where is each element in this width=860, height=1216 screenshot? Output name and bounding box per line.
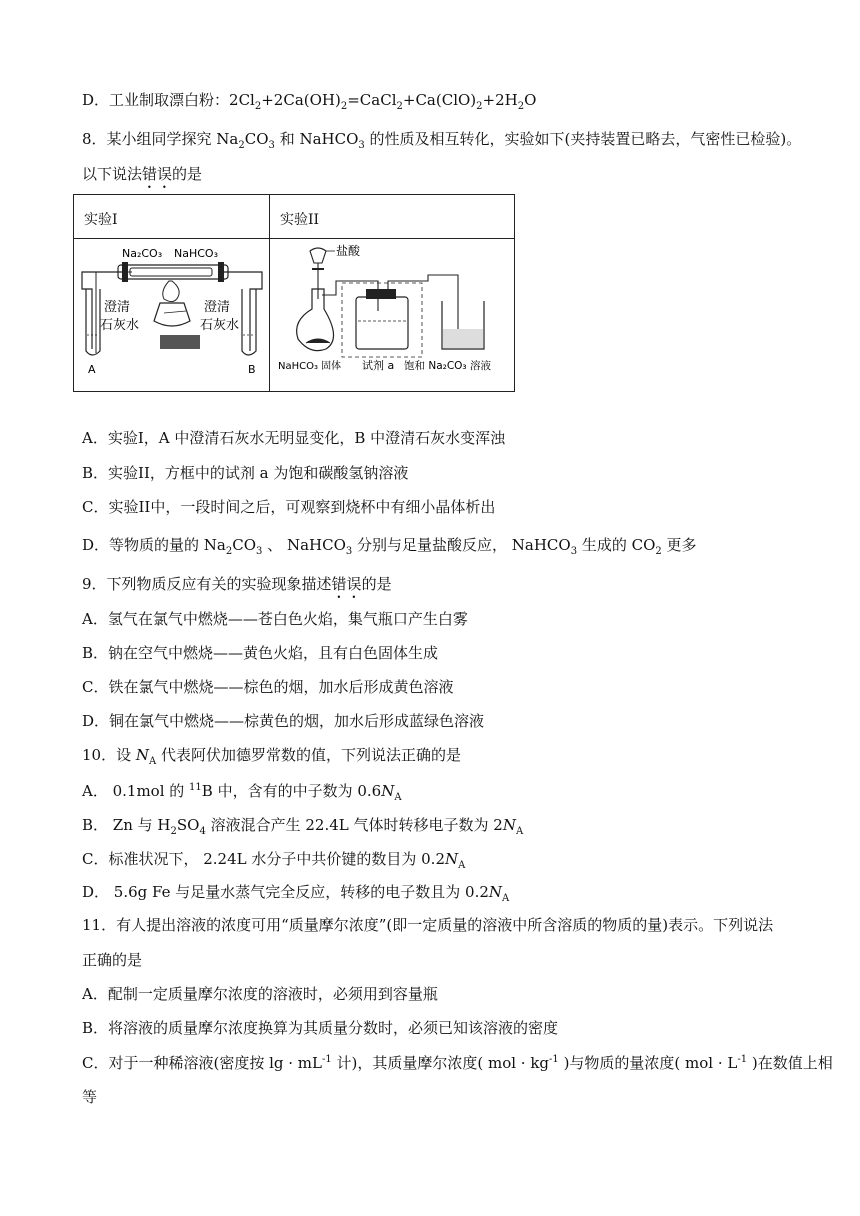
q11-option-a: A．配制一定质量摩尔浓度的溶液时，必须用到容量瓶: [82, 985, 438, 1003]
q9-option-c: C．铁在氯气中燃烧——棕色的烟，加水后形成黄色溶液: [82, 678, 454, 696]
tube-b-label: B: [248, 363, 256, 376]
q11-stem-line2: 正确的是: [82, 951, 143, 969]
wash-bottle-stopper: [366, 289, 396, 299]
q8-option-d: D．等物质的量的 $Na_2CO_3$ 、 NaHCO$_3$ 分别与足量盐酸反应， NaHCO$_3$ 生成的 $CO_2$ 更多: [82, 536, 697, 557]
test-tube-a: [86, 289, 100, 355]
saturated-na2co3-label: 饱和 Na₂CO₃ 溶液: [404, 360, 491, 372]
q7-option-d: D．工业制取漂白粉：$2Cl_2+2Ca(OH)_2=CaCl_2+Ca(ClO)_2+2H_2O$: [82, 91, 537, 112]
alcohol-lamp: [154, 303, 190, 326]
table-header-exp1: 实验I: [74, 195, 270, 239]
tube-a-label: A: [88, 363, 96, 376]
q9-option-d: D．铜在氯气中燃烧——棕黄色的烟，加水后形成蓝绿色溶液: [82, 712, 485, 730]
q8-stem: 8．某小组同学探究 $Na_2CO_3$ 和 NaHCO$_3$ 的性质及相互转化，实验如下(夹持装置已略去，气密性已检验)。: [82, 130, 802, 151]
separatory-funnel: [310, 248, 326, 263]
left-limewater-label-1: 澄清: [104, 300, 131, 315]
experiment-2-diagram: [270, 239, 515, 392]
q8-stem-line2: 以下说法错误的是: [82, 165, 203, 183]
hydrochloric-acid-label: 盐酸: [336, 244, 361, 258]
q10-option-a: A． 0.1mol 的 $^{11}$B 中，含有的中子数为 $0.6N_A$: [82, 782, 402, 803]
right-limewater-label-2: 石灰水: [200, 318, 240, 333]
q11-option-c: C．对于一种稀溶液(密度按 $\lg \cdot mL^{-1}$ 计)，其质量摩尔浓度( mol · $kg^{-1}$ )与物质的量浓度( mol · $L^{-1}$ )在数值上相: [82, 1054, 833, 1072]
experiment-1-diagram: [74, 239, 270, 392]
nahco3-solid-label: NaHCO₃ 固体: [278, 361, 342, 372]
inner-tube: [130, 268, 212, 276]
label-na2co3: Na₂CO₃: [122, 247, 163, 260]
nahco3-solid: [306, 339, 330, 343]
q9-option-b: B．钠在空气中燃烧——黄色火焰，且有白色固体生成: [82, 644, 439, 662]
q10-option-b: B． Zn 与 $H_2SO_4$ 溶液混合产生 22.4L 气体时转移电子数为 $2N_A$: [82, 816, 524, 837]
q8-option-b: B．实验II，方框中的试剂 a 为饱和碳酸氢钠溶液: [82, 464, 409, 482]
flame: [163, 281, 179, 302]
q10-stem: 10．设 $N_A$ 代表阿伏加德罗常数的值，下列说法正确的是: [82, 746, 461, 767]
test-tube-b: [242, 289, 256, 355]
experiment-1-apparatus: [74, 239, 269, 387]
right-stopper: [218, 262, 224, 282]
lamp-block: [160, 335, 200, 349]
q10-option-c: C．标准状况下， 2.24L 水分子中共价键的数目为 $0.2N_A$: [82, 850, 466, 871]
label-nahco3: NaHCO₃: [174, 247, 218, 260]
left-limewater-label-2: 石灰水: [100, 318, 140, 333]
experiment-table: [73, 194, 515, 392]
q11-stem-line1: 11．有人提出溶液的浓度可用“质量摩尔浓度”(即一定质量的溶液中所含溶质的物质的量)表示。下列说法: [82, 916, 774, 934]
q10-option-d: D． 5.6g Fe 与足量水蒸气完全反应，转移的电子数且为 $0.2N_A$: [82, 883, 510, 904]
table-header-exp2: 实验II: [270, 195, 515, 239]
q11-option-c-cont: 等: [82, 1088, 98, 1106]
reagent-a-label: 试剂 a: [362, 359, 395, 372]
q8-option-a: A．实验I，A 中澄清石灰水无明显变化，B 中澄清石灰水变浑浊: [82, 429, 506, 447]
q8-option-c: C．实验II中，一段时间之后，可观察到烧杯中有细小晶体析出: [82, 498, 496, 516]
q11-option-b: B．将溶液的质量摩尔浓度换算为其质量分数时，必须已知该溶液的密度: [82, 1019, 559, 1037]
wash-bottle: [356, 297, 408, 349]
experiment-2-apparatus: [270, 239, 514, 387]
right-limewater-label-1: 澄清: [204, 300, 231, 315]
q9-option-a: A．氢气在氯气中燃烧——苍白色火焰，集气瓶口产生白雾: [82, 610, 468, 628]
q9-stem: 9．下列物质反应有关的实验现象描述错误的是: [82, 575, 392, 593]
